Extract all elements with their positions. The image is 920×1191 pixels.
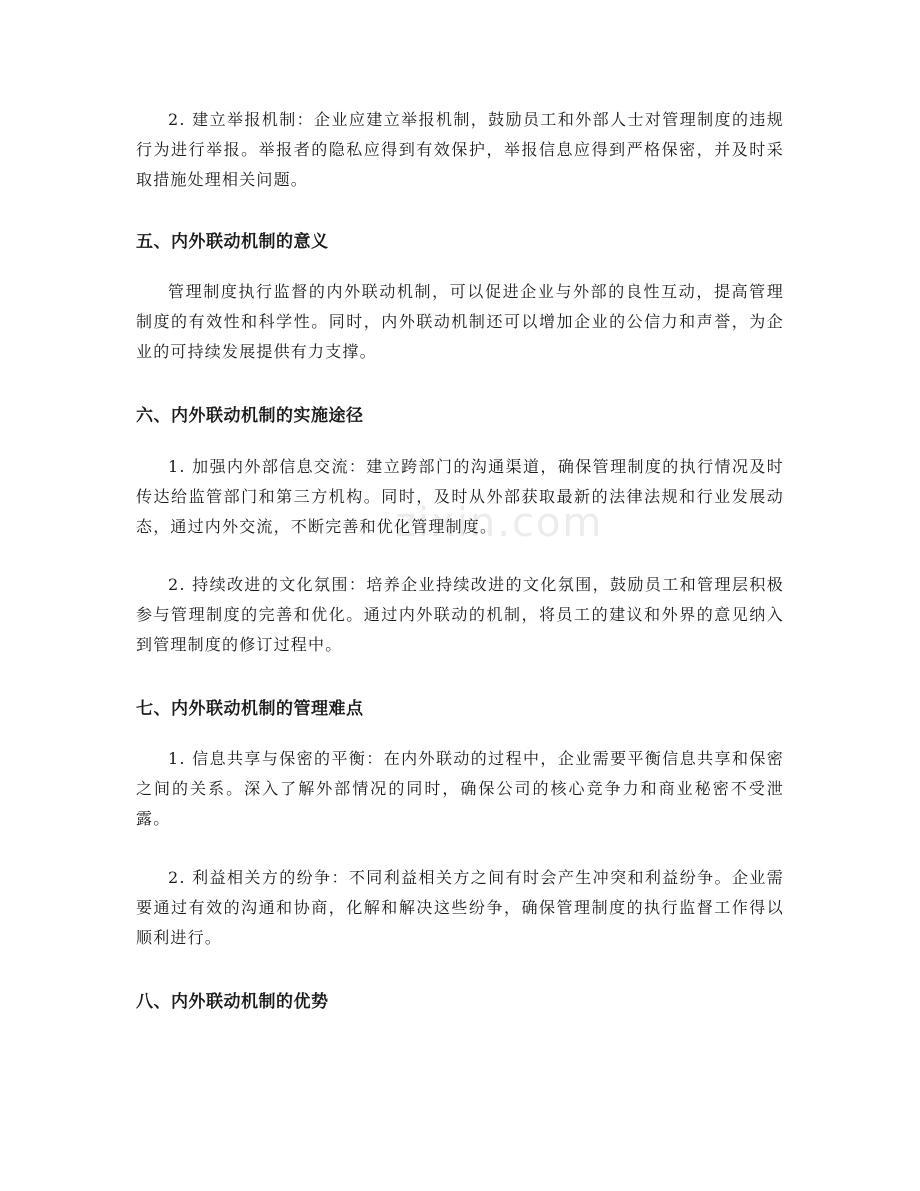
heading-text: 七、内外联动机制的管理难点 <box>136 699 364 719</box>
paragraph-stakeholder-disputes <box>136 863 784 953</box>
paragraph-significance <box>136 277 784 367</box>
watermark-text: zixin.com <box>395 500 604 546</box>
paragraph-text: 1. 信息共享与保密的平衡：在内外联动的过程中，企业需要平衡信息共享和保密之间的关系。深入了解外部情况的同时，确保公司的核心竞争力和商业秘密不受泄露。 <box>136 749 784 828</box>
paragraph-text: 管理制度执行监督的内外联动机制，可以促进企业与外部的良性互动，提高管理制度的有效性和科学性。同时，内外联动机制还可以增加企业的公信力和声誉，为企业的可持续发展提供有力支撑。 <box>136 282 784 361</box>
heading-text: 五、内外联动机制的意义 <box>136 232 329 252</box>
section-heading-5 <box>136 230 784 254</box>
section-heading-6 <box>136 404 784 428</box>
paragraph-text: 2. 建立举报机制：企业应建立举报机制，鼓励员工和外部人士对管理制度的违规行为进行举报。举报者的隐私应得到有效保护，举报信息应得到严格保密，并及时采取措施处理相关问题。 <box>136 110 784 189</box>
section-heading-7 <box>136 697 784 721</box>
section-heading-8 <box>136 990 784 1014</box>
paragraph-info-sharing-balance <box>136 744 784 834</box>
paragraph-text: 1. 加强内外部信息交流：建立跨部门的沟通渠道，确保管理制度的执行情况及时传达给监管部门和第三方机构。同时，及时从外部获取最新的法律法规和行业发展动态，通过内外交流，不断完善和优化管理制度。 <box>136 457 784 536</box>
heading-text: 六、内外联动机制的实施途径 <box>136 406 364 426</box>
paragraph-text: 2. 持续改进的文化氛围：培养企业持续改进的文化氛围，鼓励员工和管理层积极参与管理制度的完善和优化。通过内外联动的机制，将员工的建议和外界的意见纳入到管理制度的修订过程中。 <box>136 575 784 654</box>
paragraph-reporting-mechanism <box>136 105 784 195</box>
paragraph-info-exchange <box>136 452 784 542</box>
paragraph-continuous-improvement <box>136 570 784 660</box>
paragraph-text: 2. 利益相关方的纷争：不同利益相关方之间有时会产生冲突和利益纷争。企业需要通过有效的沟通和协商，化解和解决这些纷争，确保管理制度的执行监督工作得以顺利进行。 <box>136 868 784 947</box>
heading-text: 八、内外联动机制的优势 <box>136 992 329 1012</box>
